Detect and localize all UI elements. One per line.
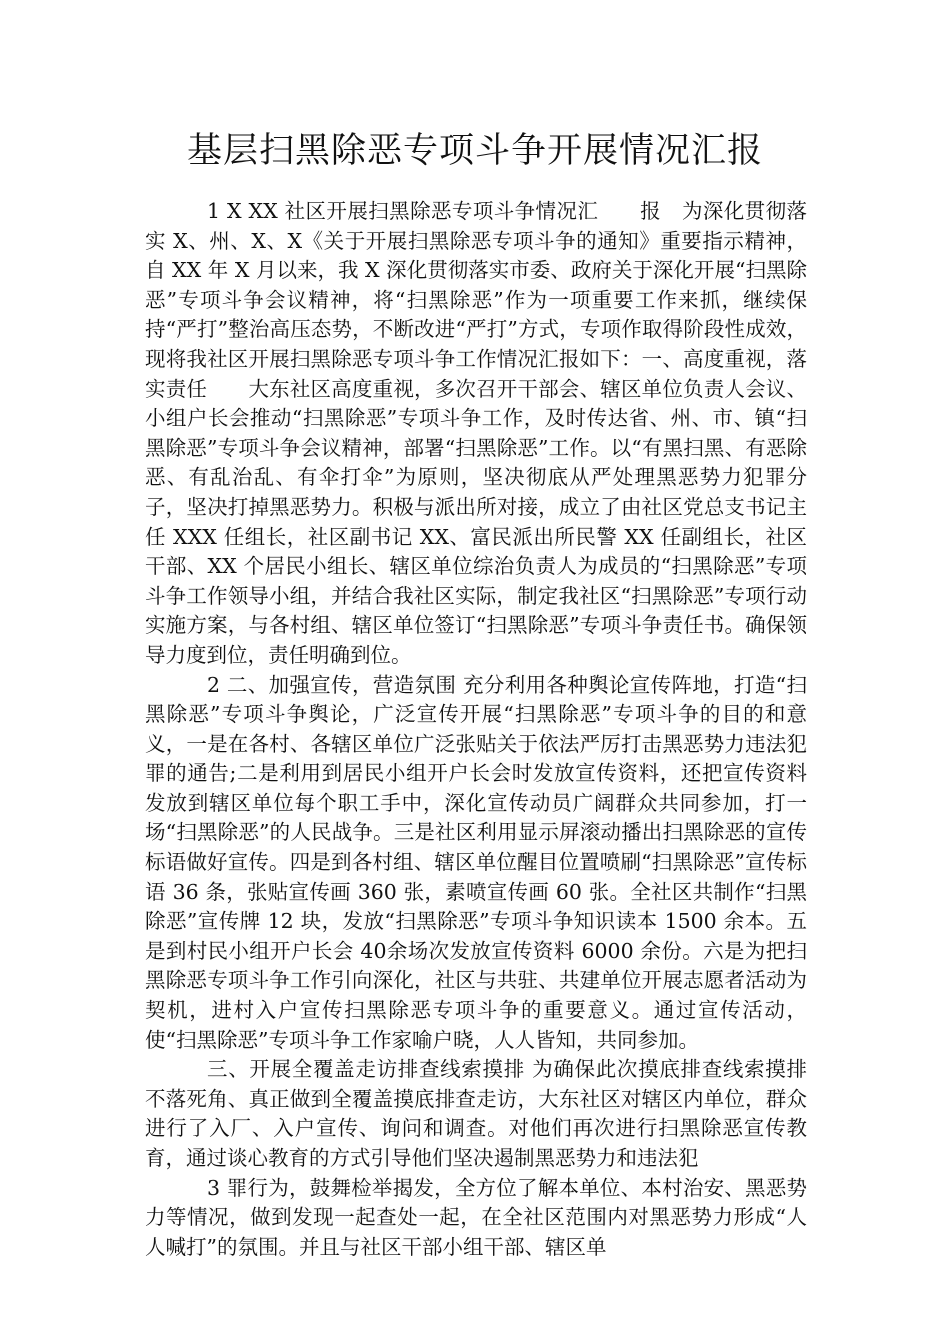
- paragraph-1: 1 X XX 社区开展扫黑除恶专项斗争情况汇 报 为深化贯彻落实 X、州、X、X《关于开展扫黑除恶专项斗争的通知》重要指示精神，自 XX 年 X 月以来，我 X 深化贯彻落实市委、政府关于深化开展“扫黑除恶”专项斗争会议精神，将“扫黑除恶”作为一项重要工作来抓，继续保持“严打”整治高压态势，不断改进“严打”方式，专项作取得阶段性成效，现将我社区开展扫黑除恶专项斗争工作情况汇报如下：一、高度重视，落实责任 大东社区高度重视，多次召开干部会、辖区单位负责人会议、小组户长会推动“扫黑除恶”专项斗争工作，及时传达省、州、市、镇“扫黑除恶”专项斗争会议精神，部署“扫黑除恶”工作。以“有黑扫黑、有恶除恶、有乱治乱、有伞打伞”为原则，坚决彻底从严处理黑恶势力犯罪分子，坚决打掉黑恶势力。积极与派出所对接，成立了由社区党总支书记主任 XXX 任组长，社区副书记 XX、富民派出所民警 XX 任副组长，社区干部、XX 个居民小组长、辖区单位综治负责人为成员的“扫黑除恶”专项斗争工作领导小组，并结合我社区实际，制定我社区“扫黑除恶”专项行动实施方案，与各村组、辖区单位签订“扫黑除恶”专项斗争责任书。确保领导力度到位，责任明确到位。: [145, 199, 807, 667]
- document-body: [145, 197, 807, 1262]
- paragraph-4: 3 罪行为，鼓舞检举揭发，全方位了解本单位、本村治安、黑恶势力等情况，做到发现一起查处一起，在全社区范围内对黑恶势力形成“人人喊打”的氛围。并且与社区干部小组干部、辖区单: [145, 1175, 807, 1259]
- document-title: 基层扫黑除恶专项斗争开展情况汇报: [186, 131, 763, 171]
- paragraph-2: 2 二、加强宣传，营造氛围 充分利用各种舆论宣传阵地，打造“扫黑除恶”专项斗争舆论，广泛宣传开展“扫黑除恶”专项斗争的目的和意义，一是在各村、各辖区单位广泛张贴关于依法严厉打击黑恶势力违法犯罪的通告;二是利用到居民小组开户长会时发放宣传资料，还把宣传资料发放到辖区单位每个职工手中，深化宣传动员广阔群众共同参加，打一场“扫黑除恶”的人民战争。三是社区利用显示屏滚动播出扫黑除恶的宣传标语做好宣传。四是到各村组、辖区单位醒目位置喷刷“扫黑除恶”宣传标语 36 条，张贴宣传画 360 张，素喷宣传画 60 张。全社区共制作“扫黑除恶”宣传牌 12 块，发放“扫黑除恶”专项斗争知识读本 1500 余本。五是到村民小组开户长会 40余场次发放宣传资料 6000 余份。六是为把扫黑除恶专项斗争工作引向深化，社区与共驻、共建单位开展志愿者活动为契机，进村入户宣传扫黑除恶专项斗争的重要意义。通过宣传活动，使“扫黑除恶”专项斗争工作家喻户晓，人人皆知，共同参加。: [145, 672, 807, 1052]
- paragraph-3: 三、开展全覆盖走访排查线索摸排 为确保此次摸底排查线索摸排不落死角、真正做到全覆盖摸底排查走访，大东社区对辖区内单位，群众进行了入厂、入户宣传、询问和调查。对他们再次进行扫黑除恶宣传教育，通过谈心教育的方式引导他们坚决遏制黑恶势力和违法犯: [145, 1057, 807, 1170]
